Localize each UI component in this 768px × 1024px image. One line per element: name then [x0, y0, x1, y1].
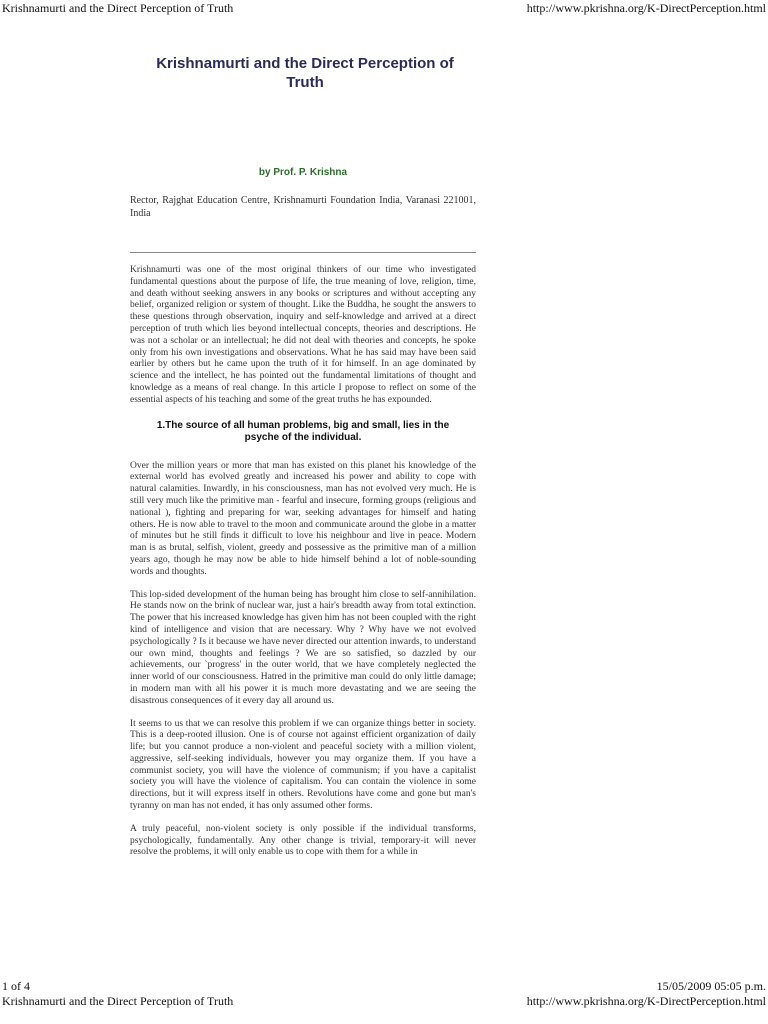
- horizontal-rule: [130, 252, 476, 253]
- article-body: [130, 265, 476, 879]
- article-byline: by Prof. P. Krishna: [258, 167, 348, 178]
- body-paragraph: This lop-sided development of the human being has brought him close to self-annihilation. He stands now on the brink of nuclear war, just a hair's breadth away from total extinction. The power that his increased knowledge has given him has not been coupled with the right kind of intelligence and vision that are necessary. Why ? Why have we not evolved psychologically ? Is it because we have never directed our attention inwards, to understand our own mind, thoughts and feelings ? We are so satisfied, so dazzled by our achievements, our `progress' in the outer world, that we have completely neglected the inner world of our consciousness. Hatred in the primitive man could do only little damage; in modern man with all his power it is much more devastating and we are seeing the disastrous consequences of it every day all around us.: [130, 589, 476, 706]
- section-heading: 1.The source of all human problems, big and small, lies in the psyche of the individual.: [156, 419, 450, 444]
- intro-paragraph: Krishnamurti was one of the most original thinkers of our time who investigated fundamental questions about the purpose of life, the true meaning of love, religion, time, and death without seeking answers in any books or scriptures and without accepting any belief, organized religion or system of thought. Like the Buddha, he sought the answers to these questions through observation, inquiry and self-knowledge and arrived at a direct perception of truth which lies beyond intellectual concepts, theories and descriptions. He was not a scholar or an intellectual; he did not deal with theories and concepts, he spoke only from his own investigations and observations. What he has said may have been said earlier by others but he came upon the truth of it for himself. In an age dominated by science and the intellect, he has pointed out the fundamental limitations of thought and knowledge as a means of real change. In this article I propose to reflect on some of the essential aspects of his teaching and some of the great truths he has expounded.: [130, 265, 476, 405]
- print-header-title: Krishnamurti and the Direct Perception of Truth: [2, 1, 234, 15]
- body-paragraph: A truly peaceful, non-violent society is only possible if the individual transforms, psychologically, fundamentally. Any other change is trivial, temporary-it will never resolve the problems, it will only enable us to cope with them for a while in: [130, 823, 476, 858]
- body-paragraph: Over the million years or more that man has existed on this planet his knowledge of the external world has evolved greatly and increased his power and ability to cope with natural calamities. Inwardly, in his consciousness, man has not evolved very much. He is still very much like the primitive man - fearful and insecure, forming groups (religious and national ), fighting and preparing for war, seeking advantages for himself and hating others. He is now able to travel to the moon and communicate around the globe in a matter of minutes but he still finds it difficult to love his neighbour and live in peace. Modern man is as brutal, selfish, violent, greedy and possessive as the primitive man of a million years ago, though he may now be able to hide himself behind a lot of noble-sounding words and thoughts.: [130, 460, 476, 577]
- body-paragraph: It seems to us that we can resolve this problem if we can organize things better in society. This is a deep-rooted illusion. One is of course not against efficient organization of daily life; but you cannot produce a non-violent and peaceful society with a million violent, aggressive, self-seeking individuals, however you may organize them. If you have a communist society, you will have the violence of communism; if you have a capitalist society you will have the violence of capitalism. You can contain the violence in some directions, but it will express itself in others. Revolutions have come and gone but man's tyranny on man has not ended, it has only assumed other forms.: [130, 718, 476, 812]
- print-footer-title: Krishnamurti and the Direct Perception of Truth: [2, 994, 234, 1008]
- print-header-url[interactable]: http://www.pkrishna.org/K-DirectPerception.html: [526, 1, 766, 15]
- print-datetime: 15/05/2009 05:05 p.m.: [656, 979, 766, 993]
- print-footer-url[interactable]: http://www.pkrishna.org/K-DirectPerception.html: [526, 994, 766, 1008]
- article-title: Krishnamurti and the Direct Perception of Truth: [156, 55, 454, 91]
- page-number: 1 of 4: [2, 979, 30, 993]
- author-affiliation: Rector, Rajghat Education Centre, Krishnamurti Foundation India, Varanasi 221001, India: [130, 195, 476, 219]
